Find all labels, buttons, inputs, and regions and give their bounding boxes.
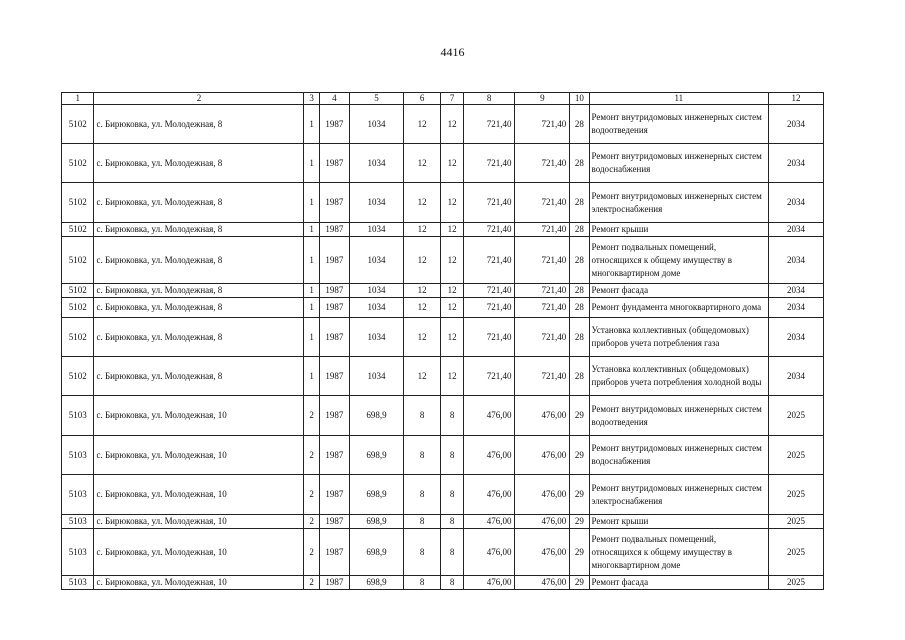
column-number: 4 xyxy=(319,93,349,105)
cell-col-9: 721,40 xyxy=(515,105,570,144)
cell-record-id: 5103 xyxy=(62,529,94,576)
cell-year: 1987 xyxy=(319,436,349,475)
cell-record-id: 5103 xyxy=(62,396,94,436)
cell-col-3: 2 xyxy=(304,529,319,576)
cell-address: с. Бирюковка, ул. Молодежная, 8 xyxy=(94,357,304,396)
cell-address: с. Бирюковка, ул. Молодежная, 10 xyxy=(94,529,304,576)
cell-col-8: 476,00 xyxy=(463,396,515,436)
cell-area: 698,9 xyxy=(350,436,404,475)
cell-planned-year: 2034 xyxy=(769,144,824,183)
cell-work-type: Ремонт фундамента многоквартирного дома xyxy=(589,298,769,318)
cell-col-8: 721,40 xyxy=(463,237,515,284)
cell-area: 1034 xyxy=(350,144,404,183)
cell-col-3: 1 xyxy=(304,298,319,318)
register-table xyxy=(61,92,824,590)
column-number: 12 xyxy=(769,93,824,105)
cell-year: 1987 xyxy=(319,237,349,284)
cell-year: 1987 xyxy=(319,183,349,223)
cell-col-3: 2 xyxy=(304,576,319,590)
cell-col-9: 721,40 xyxy=(515,237,570,284)
cell-record-id: 5103 xyxy=(62,475,94,515)
cell-planned-year: 2025 xyxy=(769,576,824,590)
cell-col-10: 28 xyxy=(570,223,589,237)
cell-col-3: 1 xyxy=(304,105,319,144)
cell-col-8: 721,40 xyxy=(463,105,515,144)
column-number: 11 xyxy=(589,93,769,105)
cell-col-7: 12 xyxy=(441,318,463,357)
cell-area: 698,9 xyxy=(350,576,404,590)
cell-address: с. Бирюковка, ул. Молодежная, 8 xyxy=(94,298,304,318)
cell-work-type: Ремонт внутридомовых инженерных систем водоснабжения xyxy=(589,144,769,183)
cell-col-9: 721,40 xyxy=(515,284,570,298)
table-row xyxy=(62,144,824,183)
cell-col-3: 2 xyxy=(304,475,319,515)
cell-col-6: 8 xyxy=(403,515,441,529)
cell-address: с. Бирюковка, ул. Молодежная, 8 xyxy=(94,237,304,284)
cell-col-6: 12 xyxy=(403,144,441,183)
cell-address: с. Бирюковка, ул. Молодежная, 10 xyxy=(94,396,304,436)
cell-col-6: 8 xyxy=(403,576,441,590)
cell-planned-year: 2025 xyxy=(769,515,824,529)
cell-work-type: Ремонт крыши xyxy=(589,223,769,237)
cell-area: 1034 xyxy=(350,237,404,284)
cell-col-3: 2 xyxy=(304,515,319,529)
cell-record-id: 5102 xyxy=(62,223,94,237)
cell-col-7: 8 xyxy=(441,396,463,436)
cell-work-type: Ремонт внутридомовых инженерных систем электроснабжения xyxy=(589,475,769,515)
cell-planned-year: 2034 xyxy=(769,183,824,223)
cell-record-id: 5103 xyxy=(62,515,94,529)
cell-record-id: 5102 xyxy=(62,357,94,396)
cell-work-type: Ремонт подвальных помещений, относящихся к общему имуществу в многоквартирном доме xyxy=(589,237,769,284)
column-number: 8 xyxy=(463,93,515,105)
cell-area: 698,9 xyxy=(350,396,404,436)
cell-planned-year: 2034 xyxy=(769,105,824,144)
cell-year: 1987 xyxy=(319,223,349,237)
cell-col-8: 721,40 xyxy=(463,357,515,396)
cell-area: 1034 xyxy=(350,223,404,237)
cell-col-10: 29 xyxy=(570,576,589,590)
cell-col-6: 12 xyxy=(403,183,441,223)
cell-planned-year: 2034 xyxy=(769,284,824,298)
cell-col-10: 29 xyxy=(570,396,589,436)
table-row xyxy=(62,223,824,237)
cell-year: 1987 xyxy=(319,396,349,436)
cell-year: 1987 xyxy=(319,529,349,576)
table-row xyxy=(62,576,824,590)
cell-col-9: 476,00 xyxy=(515,396,570,436)
cell-planned-year: 2025 xyxy=(769,396,824,436)
table-row xyxy=(62,237,824,284)
cell-col-8: 476,00 xyxy=(463,515,515,529)
cell-planned-year: 2034 xyxy=(769,357,824,396)
cell-record-id: 5102 xyxy=(62,284,94,298)
cell-address: с. Бирюковка, ул. Молодежная, 8 xyxy=(94,223,304,237)
cell-col-6: 12 xyxy=(403,357,441,396)
cell-col-6: 8 xyxy=(403,396,441,436)
column-number: 5 xyxy=(350,93,404,105)
cell-col-3: 1 xyxy=(304,223,319,237)
cell-col-8: 721,40 xyxy=(463,284,515,298)
cell-col-10: 28 xyxy=(570,144,589,183)
cell-col-3: 1 xyxy=(304,318,319,357)
cell-col-7: 12 xyxy=(441,357,463,396)
cell-col-9: 721,40 xyxy=(515,144,570,183)
cell-year: 1987 xyxy=(319,576,349,590)
cell-col-8: 721,40 xyxy=(463,144,515,183)
cell-col-9: 476,00 xyxy=(515,515,570,529)
cell-work-type: Ремонт внутридомовых инженерных систем водоснабжения xyxy=(589,436,769,475)
cell-area: 1034 xyxy=(350,284,404,298)
table-row xyxy=(62,318,824,357)
cell-address: с. Бирюковка, ул. Молодежная, 8 xyxy=(94,318,304,357)
cell-year: 1987 xyxy=(319,515,349,529)
cell-planned-year: 2034 xyxy=(769,223,824,237)
column-number-row xyxy=(62,93,824,105)
cell-record-id: 5102 xyxy=(62,237,94,284)
column-number: 1 xyxy=(62,93,94,105)
cell-area: 1034 xyxy=(350,298,404,318)
cell-col-7: 8 xyxy=(441,436,463,475)
cell-col-7: 12 xyxy=(441,223,463,237)
cell-col-7: 8 xyxy=(441,475,463,515)
table-row xyxy=(62,284,824,298)
cell-year: 1987 xyxy=(319,105,349,144)
cell-planned-year: 2025 xyxy=(769,529,824,576)
cell-col-10: 28 xyxy=(570,237,589,284)
table-row xyxy=(62,529,824,576)
cell-col-7: 12 xyxy=(441,284,463,298)
cell-col-8: 476,00 xyxy=(463,475,515,515)
table-row xyxy=(62,357,824,396)
cell-col-10: 29 xyxy=(570,436,589,475)
cell-work-type: Ремонт подвальных помещений, относящихся к общему имуществу в многоквартирном доме xyxy=(589,529,769,576)
table-row xyxy=(62,105,824,144)
cell-address: с. Бирюковка, ул. Молодежная, 8 xyxy=(94,105,304,144)
cell-col-3: 1 xyxy=(304,237,319,284)
cell-col-8: 476,00 xyxy=(463,576,515,590)
cell-work-type: Ремонт фасада xyxy=(589,576,769,590)
cell-record-id: 5102 xyxy=(62,105,94,144)
cell-record-id: 5102 xyxy=(62,298,94,318)
cell-col-3: 2 xyxy=(304,436,319,475)
column-number: 10 xyxy=(570,93,589,105)
cell-col-6: 12 xyxy=(403,284,441,298)
cell-year: 1987 xyxy=(319,357,349,396)
page-number: 4416 xyxy=(440,45,465,59)
cell-col-9: 721,40 xyxy=(515,223,570,237)
cell-col-6: 8 xyxy=(403,529,441,576)
cell-address: с. Бирюковка, ул. Молодежная, 8 xyxy=(94,144,304,183)
cell-address: с. Бирюковка, ул. Молодежная, 10 xyxy=(94,576,304,590)
cell-col-6: 12 xyxy=(403,298,441,318)
cell-work-type: Установка коллективных (общедомовых) приборов учета потребления газа xyxy=(589,318,769,357)
cell-col-10: 29 xyxy=(570,515,589,529)
table-row xyxy=(62,183,824,223)
cell-col-9: 721,40 xyxy=(515,318,570,357)
cell-col-10: 28 xyxy=(570,183,589,223)
cell-col-7: 12 xyxy=(441,237,463,284)
cell-planned-year: 2034 xyxy=(769,298,824,318)
cell-area: 698,9 xyxy=(350,529,404,576)
cell-col-3: 1 xyxy=(304,284,319,298)
cell-col-6: 12 xyxy=(403,223,441,237)
cell-col-3: 1 xyxy=(304,144,319,183)
cell-planned-year: 2034 xyxy=(769,237,824,284)
cell-col-6: 12 xyxy=(403,105,441,144)
cell-col-9: 721,40 xyxy=(515,298,570,318)
cell-area: 1034 xyxy=(350,357,404,396)
cell-col-8: 476,00 xyxy=(463,529,515,576)
cell-col-7: 8 xyxy=(441,515,463,529)
cell-col-10: 28 xyxy=(570,357,589,396)
cell-col-10: 28 xyxy=(570,284,589,298)
table-row xyxy=(62,475,824,515)
column-number: 6 xyxy=(403,93,441,105)
cell-col-7: 12 xyxy=(441,298,463,318)
cell-col-9: 476,00 xyxy=(515,576,570,590)
cell-address: с. Бирюковка, ул. Молодежная, 10 xyxy=(94,475,304,515)
cell-col-10: 29 xyxy=(570,475,589,515)
cell-col-8: 721,40 xyxy=(463,223,515,237)
cell-area: 698,9 xyxy=(350,475,404,515)
cell-year: 1987 xyxy=(319,475,349,515)
table-row xyxy=(62,396,824,436)
cell-address: с. Бирюковка, ул. Молодежная, 8 xyxy=(94,183,304,223)
cell-work-type: Ремонт внутридомовых инженерных систем водоотведения xyxy=(589,105,769,144)
column-number: 2 xyxy=(94,93,304,105)
table-row xyxy=(62,298,824,318)
cell-col-9: 721,40 xyxy=(515,357,570,396)
cell-work-type: Установка коллективных (общедомовых) приборов учета потребления холодной воды xyxy=(589,357,769,396)
cell-address: с. Бирюковка, ул. Молодежная, 8 xyxy=(94,284,304,298)
cell-address: с. Бирюковка, ул. Молодежная, 10 xyxy=(94,515,304,529)
cell-col-8: 721,40 xyxy=(463,318,515,357)
cell-work-type: Ремонт внутридомовых инженерных систем электроснабжения xyxy=(589,183,769,223)
cell-col-8: 721,40 xyxy=(463,183,515,223)
cell-record-id: 5103 xyxy=(62,576,94,590)
cell-col-8: 476,00 xyxy=(463,436,515,475)
cell-work-type: Ремонт внутридомовых инженерных систем водоотведения xyxy=(589,396,769,436)
cell-record-id: 5102 xyxy=(62,144,94,183)
cell-col-10: 28 xyxy=(570,105,589,144)
cell-planned-year: 2034 xyxy=(769,318,824,357)
cell-col-7: 8 xyxy=(441,529,463,576)
column-number: 9 xyxy=(515,93,570,105)
cell-record-id: 5103 xyxy=(62,436,94,475)
cell-col-7: 12 xyxy=(441,144,463,183)
cell-col-9: 476,00 xyxy=(515,436,570,475)
cell-col-6: 12 xyxy=(403,237,441,284)
cell-col-10: 29 xyxy=(570,529,589,576)
cell-col-6: 8 xyxy=(403,436,441,475)
cell-col-9: 476,00 xyxy=(515,475,570,515)
cell-planned-year: 2025 xyxy=(769,475,824,515)
cell-planned-year: 2025 xyxy=(769,436,824,475)
cell-address: с. Бирюковка, ул. Молодежная, 10 xyxy=(94,436,304,475)
cell-col-3: 2 xyxy=(304,396,319,436)
cell-work-type: Ремонт крыши xyxy=(589,515,769,529)
cell-area: 1034 xyxy=(350,183,404,223)
cell-area: 698,9 xyxy=(350,515,404,529)
cell-col-8: 721,40 xyxy=(463,298,515,318)
cell-col-9: 476,00 xyxy=(515,529,570,576)
cell-col-6: 12 xyxy=(403,318,441,357)
column-number: 3 xyxy=(304,93,319,105)
cell-col-3: 1 xyxy=(304,357,319,396)
table-row xyxy=(62,515,824,529)
cell-col-9: 721,40 xyxy=(515,183,570,223)
cell-col-7: 12 xyxy=(441,183,463,223)
cell-year: 1987 xyxy=(319,284,349,298)
cell-col-7: 12 xyxy=(441,105,463,144)
cell-year: 1987 xyxy=(319,298,349,318)
cell-col-3: 1 xyxy=(304,183,319,223)
cell-col-10: 28 xyxy=(570,318,589,357)
cell-year: 1987 xyxy=(319,144,349,183)
cell-col-6: 8 xyxy=(403,475,441,515)
cell-col-7: 8 xyxy=(441,576,463,590)
cell-record-id: 5102 xyxy=(62,183,94,223)
cell-area: 1034 xyxy=(350,318,404,357)
column-number: 7 xyxy=(441,93,463,105)
cell-work-type: Ремонт фасада xyxy=(589,284,769,298)
table-row xyxy=(62,436,824,475)
cell-year: 1987 xyxy=(319,318,349,357)
cell-col-10: 28 xyxy=(570,298,589,318)
cell-record-id: 5102 xyxy=(62,318,94,357)
cell-area: 1034 xyxy=(350,105,404,144)
